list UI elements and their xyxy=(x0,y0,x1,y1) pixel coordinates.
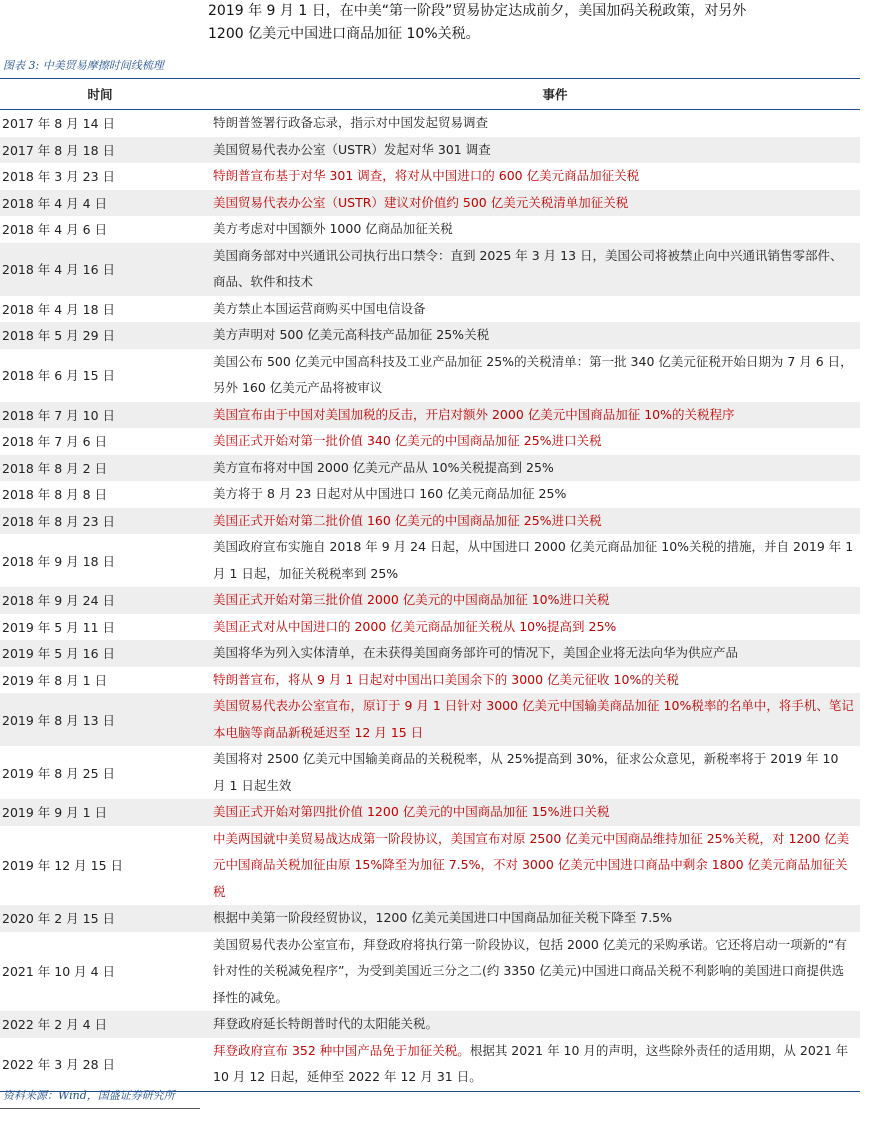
intro-line-1: 2019 年 9 月 1 日，在中美“第一阶段”贸易协定达成前夕，美国加码关税政策，对另外 xyxy=(208,3,747,19)
row-date: 2018 年 5 月 29 日 xyxy=(2,328,116,344)
row-event: 根据中美第一阶段经贸协议，1200 亿美元美国进口中国商品加征关税下降至 7.5% xyxy=(213,910,673,925)
row-event: 中美两国就中美贸易战达成第一阶段协议，美国宣布对原 2500 亿美元中国商品维持加征 25%关税，对 1200 亿美元中国商品关税加征由原 15%降至为加征 7.5%，不对 3000 亿美元中国进口商品中剩余 1800 亿美元商品加征关税 xyxy=(213,830,850,899)
table-row xyxy=(0,163,860,190)
row-date: 2019 年 5 月 11 日 xyxy=(2,619,116,635)
row-date: 2018 年 8 月 23 日 xyxy=(2,513,116,529)
row-date: 2018 年 4 月 6 日 xyxy=(2,222,108,238)
row-event: 美国正式开始对第一批价值 340 亿美元的中国商品加征 25%进口关税 xyxy=(213,433,602,448)
row-event: 美国商务部对中兴通讯公司执行出口禁令：直到 2025 年 3 月 13 日，美国公司将被禁止向中兴通讯销售零部件、商品、软件和技术 xyxy=(213,247,843,289)
table-row xyxy=(0,746,860,799)
row-event: 美国正式开始对第二批价值 160 亿美元的中国商品加征 25%进口关税 xyxy=(213,512,602,528)
row-event: 美国政府宣布实施自 2018 年 9 月 24 日起，从中国进口 2000 亿美元商品加征 10%关税的措施，并自 2019 年 1 月 1 日起，加征关税税率到 25% xyxy=(213,539,854,581)
table-row xyxy=(0,905,860,932)
row-event: 特朗普签署行政备忘录，指示对中国发起贸易调查 xyxy=(213,115,489,130)
row-date: 2018 年 4 月 18 日 xyxy=(2,301,116,317)
row-date: 2019 年 5 月 16 日 xyxy=(2,646,116,662)
table-row xyxy=(0,693,860,746)
row-event: 美方声明对 500 亿美元高科技产品加征 25%关税 xyxy=(213,327,490,342)
header-event: 事件 xyxy=(542,87,568,102)
row-date: 2018 年 7 月 6 日 xyxy=(2,434,108,450)
table-row xyxy=(0,190,860,217)
row-event: 美国将华为列入实体清单，在未获得美国商务部许可的情况下，美国企业将无法向华为供应产品 xyxy=(213,645,739,660)
row-date: 2017 年 8 月 18 日 xyxy=(2,142,116,158)
row-event: 美方将于 8 月 23 日起对从中国进口 160 亿美元商品加征 25% xyxy=(213,486,567,501)
row-date: 2018 年 6 月 15 日 xyxy=(2,368,116,383)
row-date: 2022 年 2 月 4 日 xyxy=(2,1017,108,1033)
row-date: 2019 年 9 月 1 日 xyxy=(2,805,108,821)
row-event: 美国贸易代表办公室（USTR）发起对华 301 调查 xyxy=(213,141,491,157)
row-date: 2018 年 8 月 8 日 xyxy=(2,487,108,503)
header-time: 时间 xyxy=(87,87,113,102)
row-date: 2019 年 8 月 1 日 xyxy=(2,672,108,688)
row-date: 2018 年 9 月 18 日 xyxy=(2,553,116,569)
intro-line-2: 1200 亿美元中国进口商品加征 10%关税。 xyxy=(208,26,480,42)
table-row xyxy=(0,614,860,641)
row-date: 2022 年 3 月 28 日 xyxy=(2,1057,116,1072)
row-event-rest: 根据其 2021 年 10 月的声明，这些除外责任的适用期，从 2021 年 10 月 12 日起，延伸至 2022 年 12 月 31 日。 xyxy=(213,1042,849,1084)
timeline-table xyxy=(0,78,860,1092)
row-date: 2020 年 2 月 15 日 xyxy=(2,911,116,927)
table-row xyxy=(0,349,860,402)
row-event: 美国正式开始对第三批价值 2000 亿美元的中国商品加征 10%进口关税 xyxy=(213,592,610,607)
row-date: 2018 年 4 月 16 日 xyxy=(2,262,116,277)
row-event: 美国贸易代表办公室（USTR）建议对价值约 500 亿美元关税清单加征关税 xyxy=(213,194,629,210)
row-event: 美方禁止本国运营商购买中国电信设备 xyxy=(213,300,426,316)
table-row xyxy=(0,216,860,243)
row-date: 2019 年 12 月 15 日 xyxy=(2,858,123,874)
row-event: 特朗普宣布基于对华 301 调查，将对从中国进口的 600 亿美元商品加征关税 xyxy=(213,168,640,183)
table-row xyxy=(0,243,860,296)
table-row xyxy=(0,667,860,694)
table-row xyxy=(0,402,860,429)
row-event: 美国公布 500 亿美元中国高科技及工业产品加征 25%的关税清单：第一批 340 亿美元征税开始日期为 7 月 6 日，另外 160 亿美元产品将被审议 xyxy=(213,353,853,395)
table-body xyxy=(0,110,860,1091)
row-date: 2018 年 4 月 4 日 xyxy=(2,195,108,211)
table-row xyxy=(0,296,860,323)
row-event: 美国贸易代表办公室宣布，原订于 9 月 1 日针对 3000 亿美元中国输美商品加征 10%税率的名单中，将手机、笔记本电脑等商品新税延迟至 12 月 15 日 xyxy=(213,698,854,740)
source-divider xyxy=(0,1108,200,1109)
table-row xyxy=(0,932,860,1012)
row-event: 美国贸易代表办公室宣布，拜登政府将执行第一阶段协议，包括 2000 亿美元的采购承诺。它还将启动一项新的“有针对性的关税减免程序”，为受到美国近三分之二(约 3350 亿美元)中国进口商品关税不利影响的美国进口商提供选择性的减免。 xyxy=(213,936,847,1005)
table-row xyxy=(0,428,860,455)
table-row xyxy=(0,826,860,906)
row-event: 美方考虑对中国额外 1000 亿商品加征关税 xyxy=(213,221,453,236)
figure-title: 图表 3: 中美贸易摩擦时间线梳理 xyxy=(3,59,164,72)
table-row xyxy=(0,1038,860,1091)
row-event: 美国正式对从中国进口的 2000 亿美元商品加征关税从 10%提高到 25% xyxy=(213,618,617,634)
row-date: 2018 年 8 月 2 日 xyxy=(2,460,108,476)
table-row xyxy=(0,587,860,614)
table-row xyxy=(0,455,860,482)
row-event: 美方宣布将对中国 2000 亿美元产品从 10%关税提高到 25% xyxy=(213,459,554,475)
row-event: 美国正式开始对第四批价值 1200 亿美元的中国商品加征 15%进口关税 xyxy=(213,804,610,819)
source-note: 资料来源：Wind，国盛证券研究所 xyxy=(3,1089,175,1102)
intro-paragraph xyxy=(208,0,858,46)
row-date: 2017 年 8 月 14 日 xyxy=(2,116,116,132)
row-date: 2021 年 10 月 4 日 xyxy=(2,964,116,980)
table-row xyxy=(0,481,860,508)
row-event: 美国将对 2500 亿美元中国输美商品的关税税率，从 25%提高到 30%，征求公众意见，新税率将于 2019 年 10 月 1 日起生效 xyxy=(213,751,839,793)
row-event xyxy=(210,1038,860,1091)
row-date: 2019 年 8 月 13 日 xyxy=(2,712,116,728)
row-date: 2018 年 7 月 10 日 xyxy=(2,407,116,423)
table-row xyxy=(0,137,860,164)
table-row xyxy=(0,508,860,535)
table-row xyxy=(0,640,860,667)
table-row xyxy=(0,534,860,587)
row-date: 2018 年 9 月 24 日 xyxy=(2,593,116,609)
row-date: 2019 年 8 月 25 日 xyxy=(2,765,116,781)
row-event: 拜登政府延长特朗普时代的太阳能关税。 xyxy=(213,1016,439,1031)
row-date: 2018 年 3 月 23 日 xyxy=(2,169,116,185)
table-row xyxy=(0,322,860,349)
row-event: 特朗普宣布，将从 9 月 1 日起对中国出口美国余下的 3000 亿美元征收 10%的关税 xyxy=(213,671,679,687)
table-row xyxy=(0,1011,860,1038)
table-header xyxy=(0,79,860,110)
row-event: 美国宣布由于中国对美国加税的反击，开启对额外 2000 亿美元中国商品加征 10%的关税程序 xyxy=(213,406,735,422)
table-row xyxy=(0,110,860,137)
row-event-highlight: 拜登政府宣布 352 种中国产品免于加征关税。 xyxy=(213,1042,470,1058)
table-row xyxy=(0,799,860,826)
